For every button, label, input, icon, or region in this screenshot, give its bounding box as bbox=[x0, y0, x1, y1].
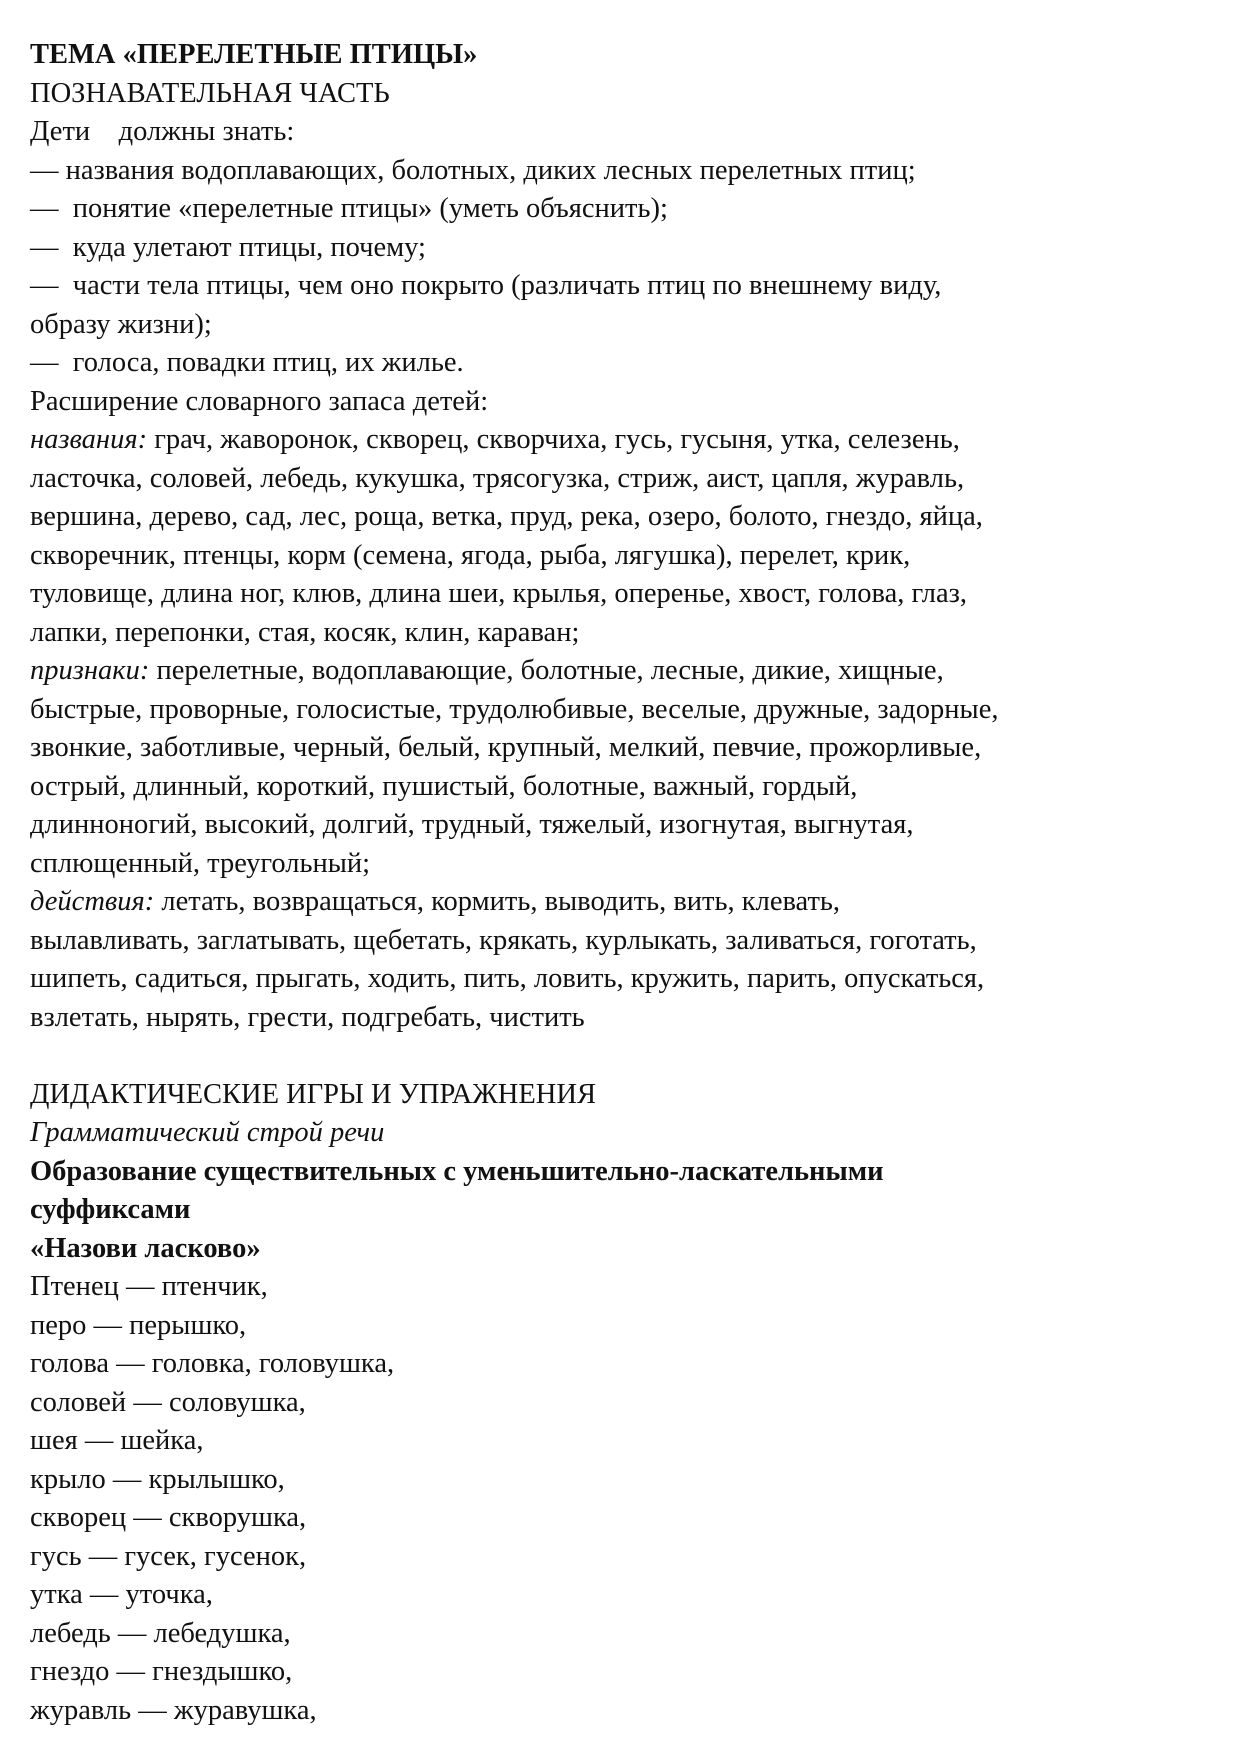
word-pair: крыло — крылышко, bbox=[30, 1463, 285, 1495]
vocab-actions bbox=[30, 883, 1220, 1037]
list-item: — куда улетают птицы, почему; bbox=[30, 231, 426, 263]
vocab-line: шипеть, садиться, прыгать, ходить, пить, ловить, кружить, парить, опускаться, bbox=[30, 963, 985, 994]
word-pair: голова — головка, головушка, bbox=[30, 1348, 395, 1379]
word-pair: шея — шейка, bbox=[30, 1425, 204, 1456]
exercise-title-line: Образование существительных с уменьшительно-ласкательными bbox=[30, 1155, 884, 1187]
vocab-line: звонкие, заботливые, черный, белый, крупный, мелкий, певчие, прожорливые, bbox=[30, 732, 982, 763]
vocab-actions-text: летать, возвращаться, кормить, выводить, вить, клевать, bbox=[154, 886, 841, 917]
document-title: ТЕМА «ПЕРЕЛЕТНЫЕ ПТИЦЫ» bbox=[30, 39, 478, 70]
vocab-line: туловище, длина ног, клюв, длина шеи, крылья, оперенье, хвост, голова, глаз, bbox=[30, 578, 968, 609]
cognitive-list bbox=[30, 152, 1220, 383]
word-pair: соловей — соловушка, bbox=[30, 1386, 306, 1418]
vocab-names-text: грач, жаворонок, скворец, скворчиха, гусь, гусыня, утка, селезень, bbox=[147, 424, 960, 455]
vocab-names bbox=[30, 421, 1220, 652]
vocab-actions-first-line bbox=[30, 883, 1220, 922]
list-item-continuation: образу жизни); bbox=[30, 308, 212, 340]
word-pair: Птенец — птенчик, bbox=[30, 1271, 268, 1302]
vocab-signs-label: признаки: bbox=[30, 655, 150, 686]
word-pair: гусь — гусек, гусенок, bbox=[30, 1540, 307, 1572]
vocab-line: сплющенный, треугольный; bbox=[30, 847, 371, 879]
list-item: — голоса, повадки птиц, их жилье. bbox=[30, 347, 464, 378]
word-pair: скворец — скворушка, bbox=[30, 1502, 307, 1533]
word-pair: гнездо — гнездышко, bbox=[30, 1656, 293, 1687]
cognitive-intro: Дети должны знать: bbox=[30, 116, 295, 147]
vocab-line: вылавливать, заглатывать, щебетать, крякать, курлыкать, заливаться, гоготать, bbox=[30, 924, 977, 956]
vocab-line: быстрые, проворные, голосистые, трудолюбивые, веселые, дружные, задорные, bbox=[30, 693, 999, 725]
exercise-title-line: суффиксами bbox=[30, 1194, 191, 1225]
word-pair: журавль — журавушка, bbox=[30, 1694, 317, 1726]
word-pair: перо — перышко, bbox=[30, 1309, 247, 1341]
vocab-line: взлетать, нырять, грести, подгребать, чистить bbox=[30, 1001, 585, 1033]
games-heading: ДИДАКТИЧЕСКИЕ ИГРЫ И УПРАЖНЕНИЯ bbox=[30, 1078, 596, 1110]
vocab-line: вершина, дерево, сад, лес, роща, ветка, пруд, река, озеро, болото, гнездо, яйца, bbox=[30, 501, 983, 532]
vocab-names-label: названия: bbox=[30, 424, 148, 455]
vocab-names-first-line bbox=[30, 421, 1220, 460]
word-pair: лебедь — лебедушка, bbox=[30, 1617, 291, 1649]
vocab-line: лапки, перепонки, стая, косяк, клин, караван; bbox=[30, 616, 580, 648]
vocab-line: ласточка, соловей, лебедь, кукушка, трясогузка, стриж, аист, цапля, журавль, bbox=[30, 462, 965, 494]
vocab-actions-label: действия: bbox=[30, 886, 155, 917]
vocab-signs-first-line bbox=[30, 652, 1220, 691]
vocab-signs-text: перелетные, водоплавающие, болотные, лесные, дикие, хищные, bbox=[149, 655, 944, 686]
vocab-line: длинноногий, высокий, долгий, трудный, тяжелый, изогнутая, выгнутая, bbox=[30, 809, 914, 840]
list-item: — части тела птицы, чем оно покрыто (различать птиц по внешнему виду, bbox=[30, 270, 942, 301]
vocab-intro: Расширение словарного запаса детей: bbox=[30, 385, 489, 417]
list-item: — понятие «перелетные птицы» (уметь объяснить); bbox=[30, 193, 668, 224]
document-page bbox=[30, 36, 1220, 1730]
section-spacer bbox=[30, 1037, 1220, 1076]
vocab-line: скворечник, птенцы, корм (семена, ягода, рыба, лягушка), перелет, крик, bbox=[30, 539, 911, 571]
games-subheading: Грамматический строй речи bbox=[30, 1117, 385, 1148]
list-item: — названия водоплавающих, болотных, диких лесных перелетных птиц; bbox=[30, 154, 916, 186]
vocab-line: острый, длинный, короткий, пушистый, болотные, важный, гордый, bbox=[30, 770, 858, 802]
game-title: «Назови ласково» bbox=[30, 1232, 261, 1264]
word-pairs-list bbox=[30, 1268, 1220, 1730]
word-pair: утка — уточка, bbox=[30, 1579, 213, 1610]
cognitive-heading: ПОЗНАВАТЕЛЬНАЯ ЧАСТЬ bbox=[30, 77, 390, 109]
vocab-signs bbox=[30, 652, 1220, 883]
